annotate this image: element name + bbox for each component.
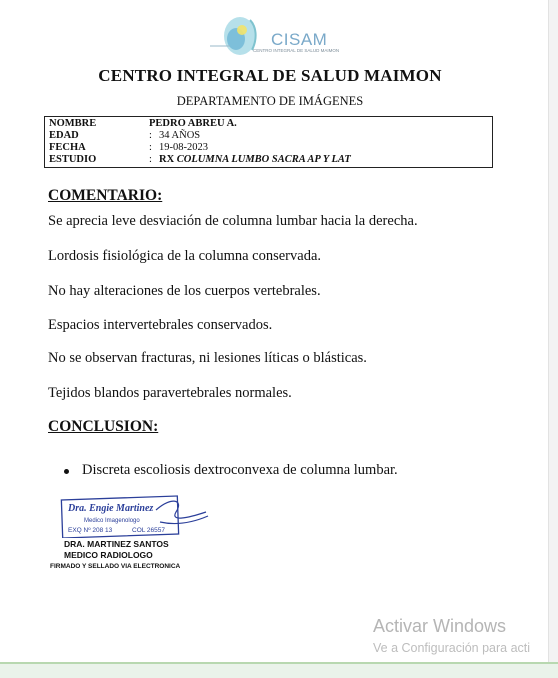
stamp-exq: EXQ Nº 208 13 xyxy=(68,527,113,534)
signature-stamp-icon xyxy=(60,492,212,538)
logo-wordmark: CISAM xyxy=(271,30,328,49)
patient-date-row: FECHA : 19-08-2023 xyxy=(49,142,208,153)
comment-line: Lordosis fisiológica de la columna conservada. xyxy=(48,248,322,264)
study-value: COLUMNA LUMBO SACRA AP Y LAT xyxy=(176,154,351,165)
bullet-dot-icon xyxy=(64,469,69,474)
study-prefix: RX xyxy=(159,154,175,165)
doctor-name: DRA. MARTINEZ SANTOS xyxy=(64,539,169,549)
department-name: DEPARTAMENTO DE IMÁGENES xyxy=(176,94,364,108)
patient-age-row: EDAD : 34 AÑOS xyxy=(49,130,201,141)
patient-info-box xyxy=(44,116,493,168)
patient-study-row: ESTUDIO : RX COLUMNA LUMBO SACRA AP Y LAT xyxy=(49,154,351,165)
comment-line: Espacios intervertebrales conservados. xyxy=(48,317,273,333)
age-label: EDAD xyxy=(49,130,79,141)
stamp-col: COL 26557 xyxy=(132,527,166,534)
window-scroll-edge xyxy=(548,0,558,676)
activation-watermark-subtitle: Ve a Configuración para acti xyxy=(373,641,531,655)
conclusion-heading: CONCLUSION: xyxy=(48,418,159,435)
patient-name-row xyxy=(49,118,237,130)
date-label: FECHA xyxy=(49,142,86,153)
comment-line: Tejidos blandos paravertebrales normales. xyxy=(48,385,292,401)
stamp-name: Dra. Engie Martinez xyxy=(68,503,154,514)
name-value: PEDRO ABREU A. xyxy=(149,118,237,129)
comment-line: No se observan fracturas, ni lesiones líticas o blásticas. xyxy=(48,350,367,366)
doctor-role: MEDICO RADIOLOGO xyxy=(64,550,153,560)
name-label: NOMBRE xyxy=(49,118,97,129)
document-title: CENTRO INTEGRAL DE SALUD MAIMON xyxy=(98,66,442,85)
study-label: ESTUDIO xyxy=(49,154,97,165)
comment-line: Se aprecia leve desviación de columna lumbar hacia la derecha. xyxy=(48,213,418,229)
signature-note: FIRMADO Y SELLADO VIA ELECTRONICA xyxy=(50,563,181,570)
stamp-role: Medico Imagenologo xyxy=(84,518,140,524)
date-value: 19-08-2023 xyxy=(159,142,208,153)
conclusion-item: Discreta escoliosis dextroconvexa de columna lumbar. xyxy=(82,462,398,478)
age-value: 34 AÑOS xyxy=(159,130,201,141)
activation-watermark-title: Activar Windows xyxy=(373,616,507,636)
logo-subtitle: CENTRO INTEGRAL DE SALUD MAIMON xyxy=(253,48,340,53)
comment-line: No hay alteraciones de los cuerpos vertebrales. xyxy=(48,283,321,299)
comment-heading: COMENTARIO: xyxy=(48,187,163,204)
